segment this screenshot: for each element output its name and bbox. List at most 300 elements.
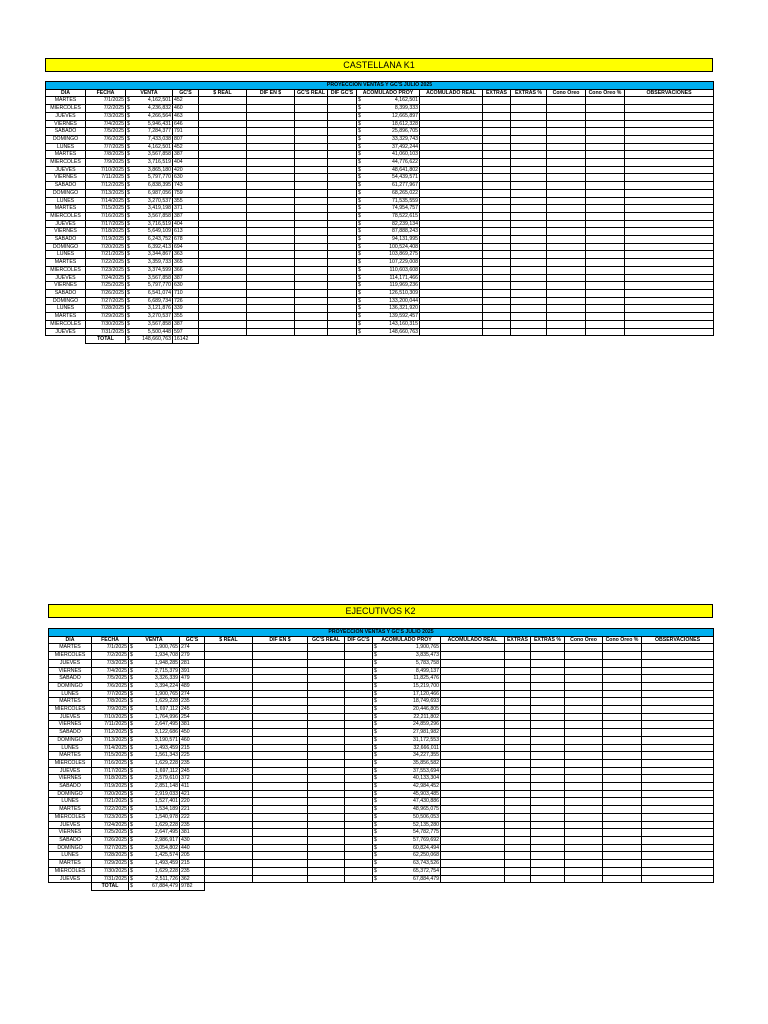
input-cell[interactable] xyxy=(308,713,345,721)
input-cell[interactable] xyxy=(565,875,603,883)
input-cell[interactable] xyxy=(295,259,328,267)
input-cell[interactable] xyxy=(295,297,328,305)
input-cell[interactable] xyxy=(505,644,531,652)
input-cell[interactable] xyxy=(531,821,565,829)
input-cell[interactable] xyxy=(547,228,586,236)
input-cell[interactable] xyxy=(505,767,531,775)
input-cell[interactable] xyxy=(547,97,586,105)
input-cell[interactable] xyxy=(328,236,357,244)
input-cell[interactable] xyxy=(295,243,328,251)
input-cell[interactable] xyxy=(199,166,247,174)
input-cell[interactable] xyxy=(205,644,253,652)
input-cell[interactable] xyxy=(547,128,586,136)
input-cell[interactable] xyxy=(295,189,328,197)
input-cell[interactable] xyxy=(603,698,642,706)
input-cell[interactable] xyxy=(483,289,511,297)
input-cell[interactable] xyxy=(205,744,253,752)
input-cell[interactable] xyxy=(441,829,505,837)
input-cell[interactable] xyxy=(547,166,586,174)
input-cell[interactable] xyxy=(565,690,603,698)
input-cell[interactable] xyxy=(547,159,586,167)
input-cell[interactable] xyxy=(253,875,308,883)
input-cell[interactable] xyxy=(247,266,295,274)
input-cell[interactable] xyxy=(295,328,328,336)
input-cell[interactable] xyxy=(625,259,714,267)
input-cell[interactable] xyxy=(328,282,357,290)
input-cell[interactable] xyxy=(199,174,247,182)
input-cell[interactable] xyxy=(586,159,625,167)
input-cell[interactable] xyxy=(565,852,603,860)
input-cell[interactable] xyxy=(345,860,373,868)
input-cell[interactable] xyxy=(247,313,295,321)
input-cell[interactable] xyxy=(345,829,373,837)
input-cell[interactable] xyxy=(441,659,505,667)
input-cell[interactable] xyxy=(295,105,328,113)
input-cell[interactable] xyxy=(483,166,511,174)
input-cell[interactable] xyxy=(505,829,531,837)
input-cell[interactable] xyxy=(328,289,357,297)
input-cell[interactable] xyxy=(625,197,714,205)
input-cell[interactable] xyxy=(308,690,345,698)
input-cell[interactable] xyxy=(420,282,483,290)
input-cell[interactable] xyxy=(531,775,565,783)
input-cell[interactable] xyxy=(483,305,511,313)
input-cell[interactable] xyxy=(328,297,357,305)
input-cell[interactable] xyxy=(565,698,603,706)
input-cell[interactable] xyxy=(531,806,565,814)
input-cell[interactable] xyxy=(625,313,714,321)
input-cell[interactable] xyxy=(253,682,308,690)
input-cell[interactable] xyxy=(586,251,625,259)
input-cell[interactable] xyxy=(505,729,531,737)
input-cell[interactable] xyxy=(295,274,328,282)
input-cell[interactable] xyxy=(328,159,357,167)
input-cell[interactable] xyxy=(308,667,345,675)
input-cell[interactable] xyxy=(247,97,295,105)
input-cell[interactable] xyxy=(199,112,247,120)
input-cell[interactable] xyxy=(511,320,547,328)
input-cell[interactable] xyxy=(295,135,328,143)
input-cell[interactable] xyxy=(328,328,357,336)
input-cell[interactable] xyxy=(253,806,308,814)
input-cell[interactable] xyxy=(547,220,586,228)
input-cell[interactable] xyxy=(642,821,714,829)
input-cell[interactable] xyxy=(295,251,328,259)
input-cell[interactable] xyxy=(247,282,295,290)
input-cell[interactable] xyxy=(547,189,586,197)
input-cell[interactable] xyxy=(328,120,357,128)
input-cell[interactable] xyxy=(328,220,357,228)
input-cell[interactable] xyxy=(565,682,603,690)
input-cell[interactable] xyxy=(505,667,531,675)
input-cell[interactable] xyxy=(565,783,603,791)
input-cell[interactable] xyxy=(345,713,373,721)
input-cell[interactable] xyxy=(205,821,253,829)
input-cell[interactable] xyxy=(642,783,714,791)
input-cell[interactable] xyxy=(253,775,308,783)
input-cell[interactable] xyxy=(505,721,531,729)
input-cell[interactable] xyxy=(511,251,547,259)
input-cell[interactable] xyxy=(565,844,603,852)
input-cell[interactable] xyxy=(328,174,357,182)
input-cell[interactable] xyxy=(247,151,295,159)
input-cell[interactable] xyxy=(308,860,345,868)
input-cell[interactable] xyxy=(531,875,565,883)
input-cell[interactable] xyxy=(625,174,714,182)
input-cell[interactable] xyxy=(603,767,642,775)
input-cell[interactable] xyxy=(483,228,511,236)
input-cell[interactable] xyxy=(295,128,328,136)
input-cell[interactable] xyxy=(345,767,373,775)
input-cell[interactable] xyxy=(511,228,547,236)
input-cell[interactable] xyxy=(603,798,642,806)
input-cell[interactable] xyxy=(199,159,247,167)
input-cell[interactable] xyxy=(247,205,295,213)
input-cell[interactable] xyxy=(253,652,308,660)
input-cell[interactable] xyxy=(420,236,483,244)
input-cell[interactable] xyxy=(642,682,714,690)
input-cell[interactable] xyxy=(483,120,511,128)
input-cell[interactable] xyxy=(483,259,511,267)
input-cell[interactable] xyxy=(247,189,295,197)
input-cell[interactable] xyxy=(441,790,505,798)
input-cell[interactable] xyxy=(547,151,586,159)
input-cell[interactable] xyxy=(511,259,547,267)
input-cell[interactable] xyxy=(586,182,625,190)
input-cell[interactable] xyxy=(247,174,295,182)
input-cell[interactable] xyxy=(625,205,714,213)
input-cell[interactable] xyxy=(420,166,483,174)
input-cell[interactable] xyxy=(642,759,714,767)
input-cell[interactable] xyxy=(295,197,328,205)
input-cell[interactable] xyxy=(420,243,483,251)
input-cell[interactable] xyxy=(205,698,253,706)
input-cell[interactable] xyxy=(531,767,565,775)
input-cell[interactable] xyxy=(441,652,505,660)
input-cell[interactable] xyxy=(253,744,308,752)
input-cell[interactable] xyxy=(642,852,714,860)
input-cell[interactable] xyxy=(420,228,483,236)
input-cell[interactable] xyxy=(603,682,642,690)
input-cell[interactable] xyxy=(565,860,603,868)
input-cell[interactable] xyxy=(295,97,328,105)
input-cell[interactable] xyxy=(505,813,531,821)
input-cell[interactable] xyxy=(603,775,642,783)
input-cell[interactable] xyxy=(328,128,357,136)
input-cell[interactable] xyxy=(205,790,253,798)
input-cell[interactable] xyxy=(625,243,714,251)
input-cell[interactable] xyxy=(642,667,714,675)
input-cell[interactable] xyxy=(586,297,625,305)
input-cell[interactable] xyxy=(328,182,357,190)
input-cell[interactable] xyxy=(642,652,714,660)
input-cell[interactable] xyxy=(345,690,373,698)
input-cell[interactable] xyxy=(505,752,531,760)
input-cell[interactable] xyxy=(586,97,625,105)
input-cell[interactable] xyxy=(483,135,511,143)
input-cell[interactable] xyxy=(247,212,295,220)
input-cell[interactable] xyxy=(625,328,714,336)
input-cell[interactable] xyxy=(328,197,357,205)
input-cell[interactable] xyxy=(295,112,328,120)
input-cell[interactable] xyxy=(625,151,714,159)
input-cell[interactable] xyxy=(441,690,505,698)
input-cell[interactable] xyxy=(625,159,714,167)
input-cell[interactable] xyxy=(308,790,345,798)
input-cell[interactable] xyxy=(565,829,603,837)
input-cell[interactable] xyxy=(483,266,511,274)
input-cell[interactable] xyxy=(253,675,308,683)
input-cell[interactable] xyxy=(441,798,505,806)
input-cell[interactable] xyxy=(205,721,253,729)
input-cell[interactable] xyxy=(511,97,547,105)
input-cell[interactable] xyxy=(247,328,295,336)
input-cell[interactable] xyxy=(565,790,603,798)
input-cell[interactable] xyxy=(247,159,295,167)
input-cell[interactable] xyxy=(625,128,714,136)
input-cell[interactable] xyxy=(511,266,547,274)
input-cell[interactable] xyxy=(420,159,483,167)
input-cell[interactable] xyxy=(308,698,345,706)
input-cell[interactable] xyxy=(420,320,483,328)
input-cell[interactable] xyxy=(247,305,295,313)
input-cell[interactable] xyxy=(547,320,586,328)
input-cell[interactable] xyxy=(642,721,714,729)
input-cell[interactable] xyxy=(603,875,642,883)
input-cell[interactable] xyxy=(205,706,253,714)
input-cell[interactable] xyxy=(441,729,505,737)
input-cell[interactable] xyxy=(625,112,714,120)
input-cell[interactable] xyxy=(441,783,505,791)
input-cell[interactable] xyxy=(253,821,308,829)
input-cell[interactable] xyxy=(642,659,714,667)
input-cell[interactable] xyxy=(308,736,345,744)
input-cell[interactable] xyxy=(531,713,565,721)
input-cell[interactable] xyxy=(531,659,565,667)
input-cell[interactable] xyxy=(531,860,565,868)
input-cell[interactable] xyxy=(625,282,714,290)
input-cell[interactable] xyxy=(253,752,308,760)
input-cell[interactable] xyxy=(345,806,373,814)
input-cell[interactable] xyxy=(505,744,531,752)
input-cell[interactable] xyxy=(625,220,714,228)
input-cell[interactable] xyxy=(531,644,565,652)
input-cell[interactable] xyxy=(199,128,247,136)
input-cell[interactable] xyxy=(586,143,625,151)
input-cell[interactable] xyxy=(345,729,373,737)
input-cell[interactable] xyxy=(586,313,625,321)
input-cell[interactable] xyxy=(253,721,308,729)
input-cell[interactable] xyxy=(295,228,328,236)
input-cell[interactable] xyxy=(441,852,505,860)
input-cell[interactable] xyxy=(565,729,603,737)
input-cell[interactable] xyxy=(328,266,357,274)
input-cell[interactable] xyxy=(253,698,308,706)
input-cell[interactable] xyxy=(511,135,547,143)
input-cell[interactable] xyxy=(625,182,714,190)
input-cell[interactable] xyxy=(603,844,642,852)
input-cell[interactable] xyxy=(603,852,642,860)
input-cell[interactable] xyxy=(441,667,505,675)
input-cell[interactable] xyxy=(199,289,247,297)
input-cell[interactable] xyxy=(253,644,308,652)
input-cell[interactable] xyxy=(441,644,505,652)
input-cell[interactable] xyxy=(328,212,357,220)
input-cell[interactable] xyxy=(505,798,531,806)
input-cell[interactable] xyxy=(345,698,373,706)
input-cell[interactable] xyxy=(420,289,483,297)
input-cell[interactable] xyxy=(205,836,253,844)
input-cell[interactable] xyxy=(511,328,547,336)
input-cell[interactable] xyxy=(199,282,247,290)
input-cell[interactable] xyxy=(199,212,247,220)
input-cell[interactable] xyxy=(205,860,253,868)
input-cell[interactable] xyxy=(586,205,625,213)
input-cell[interactable] xyxy=(625,297,714,305)
input-cell[interactable] xyxy=(565,652,603,660)
input-cell[interactable] xyxy=(511,212,547,220)
input-cell[interactable] xyxy=(253,867,308,875)
input-cell[interactable] xyxy=(199,328,247,336)
input-cell[interactable] xyxy=(199,220,247,228)
input-cell[interactable] xyxy=(603,736,642,744)
input-cell[interactable] xyxy=(547,328,586,336)
input-cell[interactable] xyxy=(199,228,247,236)
input-cell[interactable] xyxy=(199,236,247,244)
input-cell[interactable] xyxy=(441,806,505,814)
input-cell[interactable] xyxy=(441,813,505,821)
input-cell[interactable] xyxy=(505,652,531,660)
input-cell[interactable] xyxy=(295,236,328,244)
input-cell[interactable] xyxy=(531,667,565,675)
input-cell[interactable] xyxy=(511,305,547,313)
input-cell[interactable] xyxy=(586,320,625,328)
input-cell[interactable] xyxy=(505,844,531,852)
input-cell[interactable] xyxy=(441,759,505,767)
input-cell[interactable] xyxy=(420,189,483,197)
input-cell[interactable] xyxy=(642,644,714,652)
input-cell[interactable] xyxy=(531,729,565,737)
input-cell[interactable] xyxy=(308,644,345,652)
input-cell[interactable] xyxy=(205,652,253,660)
input-cell[interactable] xyxy=(505,836,531,844)
input-cell[interactable] xyxy=(441,767,505,775)
input-cell[interactable] xyxy=(531,813,565,821)
input-cell[interactable] xyxy=(565,667,603,675)
input-cell[interactable] xyxy=(586,289,625,297)
input-cell[interactable] xyxy=(345,790,373,798)
input-cell[interactable] xyxy=(603,675,642,683)
input-cell[interactable] xyxy=(586,174,625,182)
input-cell[interactable] xyxy=(247,112,295,120)
input-cell[interactable] xyxy=(253,729,308,737)
input-cell[interactable] xyxy=(308,706,345,714)
input-cell[interactable] xyxy=(328,105,357,113)
input-cell[interactable] xyxy=(547,305,586,313)
input-cell[interactable] xyxy=(420,112,483,120)
input-cell[interactable] xyxy=(247,236,295,244)
input-cell[interactable] xyxy=(308,783,345,791)
input-cell[interactable] xyxy=(483,197,511,205)
input-cell[interactable] xyxy=(531,752,565,760)
input-cell[interactable] xyxy=(205,667,253,675)
input-cell[interactable] xyxy=(483,174,511,182)
input-cell[interactable] xyxy=(565,675,603,683)
input-cell[interactable] xyxy=(511,105,547,113)
input-cell[interactable] xyxy=(295,182,328,190)
input-cell[interactable] xyxy=(441,698,505,706)
input-cell[interactable] xyxy=(625,320,714,328)
input-cell[interactable] xyxy=(253,736,308,744)
input-cell[interactable] xyxy=(483,243,511,251)
input-cell[interactable] xyxy=(328,320,357,328)
input-cell[interactable] xyxy=(625,289,714,297)
input-cell[interactable] xyxy=(505,775,531,783)
input-cell[interactable] xyxy=(625,212,714,220)
input-cell[interactable] xyxy=(642,790,714,798)
input-cell[interactable] xyxy=(308,721,345,729)
input-cell[interactable] xyxy=(642,775,714,783)
input-cell[interactable] xyxy=(308,867,345,875)
input-cell[interactable] xyxy=(531,744,565,752)
input-cell[interactable] xyxy=(483,236,511,244)
input-cell[interactable] xyxy=(565,798,603,806)
input-cell[interactable] xyxy=(531,698,565,706)
input-cell[interactable] xyxy=(547,212,586,220)
input-cell[interactable] xyxy=(625,189,714,197)
input-cell[interactable] xyxy=(328,251,357,259)
input-cell[interactable] xyxy=(247,220,295,228)
input-cell[interactable] xyxy=(586,105,625,113)
input-cell[interactable] xyxy=(247,243,295,251)
input-cell[interactable] xyxy=(603,783,642,791)
input-cell[interactable] xyxy=(642,860,714,868)
input-cell[interactable] xyxy=(345,798,373,806)
input-cell[interactable] xyxy=(603,652,642,660)
input-cell[interactable] xyxy=(199,135,247,143)
input-cell[interactable] xyxy=(345,752,373,760)
input-cell[interactable] xyxy=(547,174,586,182)
input-cell[interactable] xyxy=(328,274,357,282)
input-cell[interactable] xyxy=(328,243,357,251)
input-cell[interactable] xyxy=(441,736,505,744)
input-cell[interactable] xyxy=(511,205,547,213)
input-cell[interactable] xyxy=(345,852,373,860)
input-cell[interactable] xyxy=(483,313,511,321)
input-cell[interactable] xyxy=(505,659,531,667)
input-cell[interactable] xyxy=(345,667,373,675)
input-cell[interactable] xyxy=(199,189,247,197)
input-cell[interactable] xyxy=(308,659,345,667)
input-cell[interactable] xyxy=(420,259,483,267)
input-cell[interactable] xyxy=(199,320,247,328)
input-cell[interactable] xyxy=(483,297,511,305)
input-cell[interactable] xyxy=(511,120,547,128)
input-cell[interactable] xyxy=(642,706,714,714)
input-cell[interactable] xyxy=(505,852,531,860)
input-cell[interactable] xyxy=(625,135,714,143)
input-cell[interactable] xyxy=(247,143,295,151)
input-cell[interactable] xyxy=(511,182,547,190)
input-cell[interactable] xyxy=(531,736,565,744)
input-cell[interactable] xyxy=(253,706,308,714)
input-cell[interactable] xyxy=(205,798,253,806)
input-cell[interactable] xyxy=(586,212,625,220)
input-cell[interactable] xyxy=(642,744,714,752)
input-cell[interactable] xyxy=(565,713,603,721)
input-cell[interactable] xyxy=(420,266,483,274)
input-cell[interactable] xyxy=(547,105,586,113)
